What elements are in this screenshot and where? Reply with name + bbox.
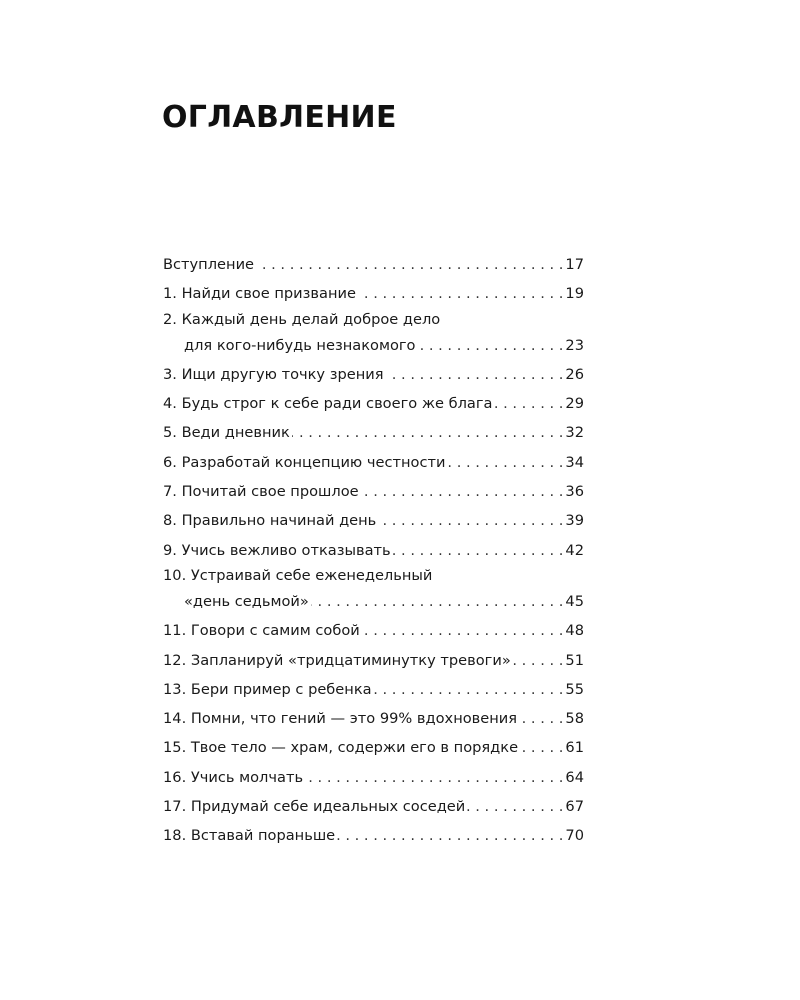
toc-line	[163, 763, 584, 792]
toc-entry-title: «день седьмой»	[184, 592, 309, 610]
toc-entry	[163, 616, 584, 645]
dot-leader	[292, 418, 564, 447]
toc-line	[163, 250, 584, 279]
toc-entry-title: 15. Твое тело — храм, содержи его в порядке	[163, 739, 519, 757]
toc-entry-title: 5. Веди дневник	[163, 424, 290, 442]
toc-entry	[163, 675, 584, 704]
toc-page-number: 36	[565, 483, 584, 501]
toc-page-number: 26	[565, 365, 584, 383]
dot-leader	[337, 821, 563, 850]
toc-line	[163, 616, 584, 645]
toc-entry-title: 18. Вставай пораньше	[163, 827, 336, 845]
toc-entry-title: 7. Почитай свое прошлое	[163, 483, 359, 501]
toc-entry-title: 17. Придумай себе идеальных соседей	[163, 798, 466, 816]
toc-page-number: 58	[565, 710, 584, 728]
dot-leader	[358, 279, 563, 308]
toc-entry	[163, 250, 584, 279]
toc-page-number: 51	[565, 651, 584, 669]
toc-line	[163, 448, 584, 477]
toc-page-number: 39	[565, 512, 584, 530]
toc-page-number: 55	[565, 680, 584, 698]
toc-entry-title: для кого-нибудь незнакомого	[184, 336, 416, 354]
dot-leader	[305, 763, 563, 792]
toc-entry-title: 13. Бери пример с ребенка	[163, 680, 372, 698]
toc-line	[163, 389, 584, 418]
toc-entry-title: 14. Помни, что гений — это 99% вдохновения	[163, 710, 518, 728]
dot-leader	[417, 331, 563, 360]
dot-leader	[311, 587, 564, 616]
toc-entry-title: 4. Будь строг к себе ради своего же блага	[163, 395, 493, 413]
toc-line	[163, 360, 584, 389]
toc-page-number: 45	[565, 592, 584, 610]
toc-entry-title: 16. Учись молчать	[163, 768, 304, 786]
toc-entry-title: 9. Учись вежливо отказывать	[163, 541, 391, 559]
toc-entry	[163, 309, 584, 360]
toc-line	[163, 565, 584, 587]
toc-entry	[163, 477, 584, 506]
dot-leader	[447, 448, 563, 477]
toc-entry	[163, 360, 584, 389]
dot-leader	[520, 733, 563, 762]
toc-line	[163, 675, 584, 704]
toc-line	[163, 646, 584, 675]
toc-line	[163, 704, 584, 733]
toc-line	[163, 477, 584, 506]
dot-leader	[374, 675, 564, 704]
toc-line	[163, 331, 584, 360]
toc-line	[163, 821, 584, 850]
dot-leader	[378, 506, 563, 535]
toc-page-number: 34	[565, 453, 584, 471]
toc-page-number: 61	[565, 739, 584, 757]
toc-page-number: 70	[565, 827, 584, 845]
dot-leader	[467, 792, 563, 821]
toc-entry-title: 1. Найди свое призвание	[163, 285, 356, 303]
toc-entry-title: 10. Устраивай себе еженедельный	[163, 566, 433, 584]
toc-page-number: 32	[565, 424, 584, 442]
dot-leader	[361, 477, 564, 506]
toc-line	[163, 309, 584, 331]
toc-entry-title: 8. Правильно начинай день	[163, 512, 377, 530]
toc-page-number: 67	[565, 798, 584, 816]
toc-entry	[163, 279, 584, 308]
toc-line	[163, 536, 584, 565]
toc-entry	[163, 506, 584, 535]
toc-entry	[163, 733, 584, 762]
toc-page-number: 48	[565, 622, 584, 640]
toc-line	[163, 792, 584, 821]
toc-line	[163, 587, 584, 616]
toc-entry	[163, 704, 584, 733]
toc-entry-title: 6. Разработай концепцию честности	[163, 453, 446, 471]
toc-line	[163, 279, 584, 308]
toc-entry	[163, 418, 584, 447]
dot-leader	[386, 360, 564, 389]
toc-entry	[163, 565, 584, 616]
toc-entry	[163, 646, 584, 675]
toc-line	[163, 418, 584, 447]
toc-entry	[163, 763, 584, 792]
table-of-contents	[163, 250, 584, 851]
toc-page-number: 42	[565, 541, 584, 559]
page-title: ОГЛАВЛЕНИЕ	[162, 100, 397, 135]
toc-entry	[163, 448, 584, 477]
toc-entry	[163, 792, 584, 821]
dot-leader	[519, 704, 563, 733]
toc-page-number: 29	[565, 395, 584, 413]
toc-entry-title: 3. Ищи другую точку зрения	[163, 365, 384, 383]
dot-leader	[393, 536, 564, 565]
toc-entry-title: 2. Каждый день делай доброе дело	[163, 310, 441, 328]
toc-line	[163, 733, 584, 762]
toc-page-number: 23	[565, 336, 584, 354]
toc-entry-title: 12. Запланируй «тридцатиминутку тревоги»	[163, 651, 511, 669]
dot-leader	[494, 389, 563, 418]
dot-leader	[513, 646, 564, 675]
toc-page-number: 64	[565, 768, 584, 786]
toc-line	[163, 506, 584, 535]
toc-entry-title: Вступление	[163, 256, 255, 273]
dot-leader	[362, 616, 564, 645]
toc-entry	[163, 536, 584, 565]
toc-page-number: 19	[565, 285, 584, 303]
toc-entry-title: 11. Говори с самим собой	[163, 622, 360, 640]
toc-entry	[163, 389, 584, 418]
toc-page-number: 17	[565, 256, 584, 273]
toc-entry	[163, 821, 584, 850]
dot-leader	[256, 250, 563, 279]
